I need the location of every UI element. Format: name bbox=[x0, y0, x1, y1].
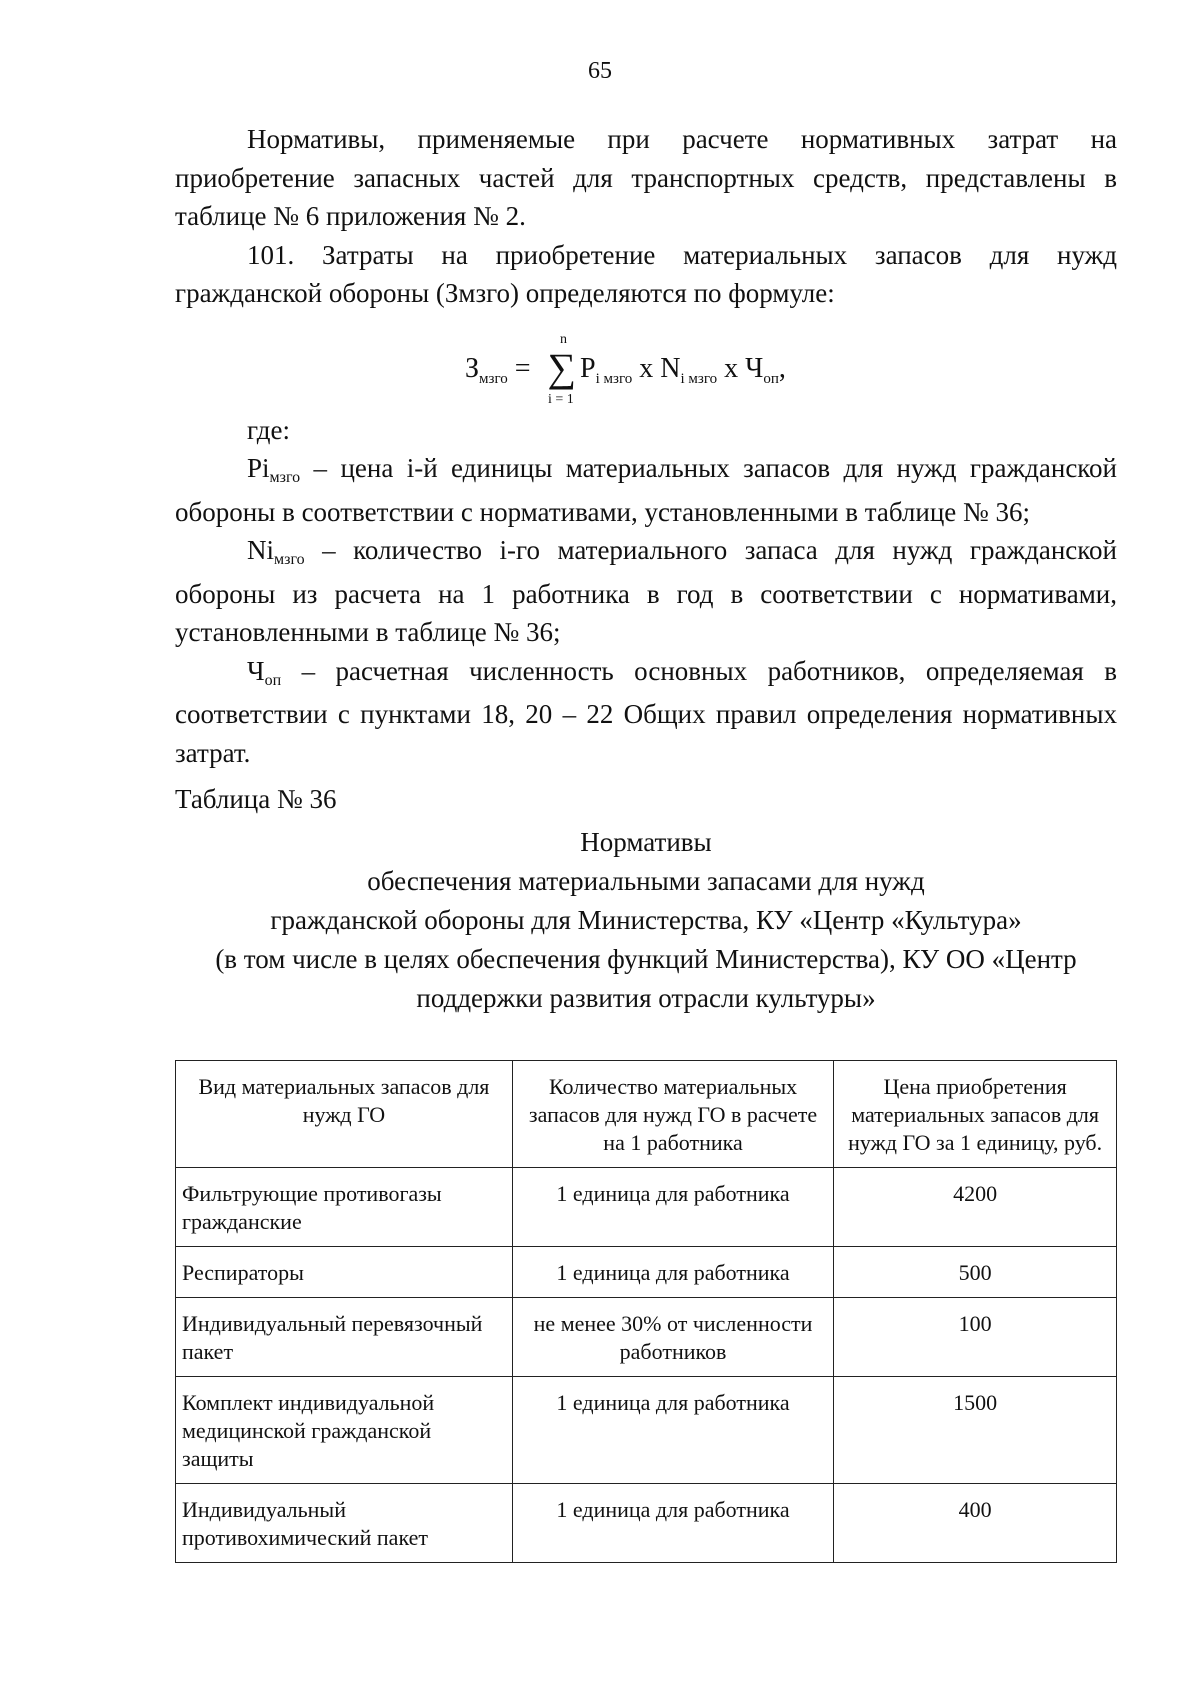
sum-lower-limit: i = 1 bbox=[548, 391, 574, 407]
norms-table bbox=[175, 1060, 1117, 1563]
formula-term-price: P bbox=[580, 352, 596, 384]
formula-times-2: x bbox=[724, 352, 739, 384]
cell-price: 1500 bbox=[834, 1377, 1117, 1484]
formula-term-price-sub: i мзго bbox=[595, 370, 633, 387]
definition-quantity bbox=[175, 531, 1117, 652]
formula-end: , bbox=[778, 352, 786, 384]
cell-supply-type: Респираторы bbox=[176, 1247, 513, 1298]
quantity-definition-text: – количество i-го материального запаса для нужд гражданской обороны из расчета на 1 работника в год в соответствии с нормативами, установленными в таблице № 36; bbox=[175, 535, 1117, 647]
table-row bbox=[176, 1484, 1117, 1563]
paragraph-101: 101. Затраты на приобретение материальных запасов для нужд гражданской обороны (Змзго) определяются по формуле: bbox=[175, 239, 1117, 308]
count-definition-text: – расчетная численность основных работников, определяемая в соответствии с пунктами 18, 20 – 22 Общих правил определения нормативных затрат. bbox=[175, 655, 1117, 768]
price-symbol-sub: мзго bbox=[269, 469, 301, 486]
cell-supply-type: Индивидуальный перевязочный пакет bbox=[176, 1298, 513, 1377]
table-title-line: гражданской обороны для Министерства, КУ «Центр «Культура» bbox=[270, 904, 1022, 935]
cell-quantity: 1 единица для работника bbox=[512, 1484, 833, 1563]
sum-symbol: ∑ bbox=[547, 344, 577, 390]
table-title-line: Нормативы bbox=[580, 826, 712, 857]
formula-term-quantity: N bbox=[660, 352, 681, 384]
cell-supply-type: Комплект индивидуальной медицинской гражданской защиты bbox=[176, 1377, 513, 1484]
formula-term-quantity-sub: i мзго bbox=[680, 370, 718, 387]
quantity-symbol-sub: мзго bbox=[274, 551, 305, 568]
table-label: Таблица № 36 bbox=[175, 784, 337, 814]
cell-supply-type: Фильтрующие противогазы гражданские bbox=[176, 1168, 513, 1247]
count-symbol: Ч bbox=[247, 655, 265, 686]
price-symbol: Pi bbox=[247, 453, 270, 483]
paragraph-norms-reference: Нормативы, применяемые при расчете нормативных затрат на приобретение запасных частей для транспортных средств, представлены в таблице № 6 приложения № 2. bbox=[175, 124, 1117, 231]
table-title-line: поддержки развития отрасли культуры» bbox=[416, 982, 876, 1013]
table-title bbox=[175, 823, 1117, 1018]
formula-term-count: Ч bbox=[745, 352, 764, 384]
cell-quantity: 1 единица для работника bbox=[512, 1168, 833, 1247]
header-supply-type: Вид материальных запасов для нужд ГО bbox=[176, 1061, 513, 1168]
table-row bbox=[176, 1247, 1117, 1298]
document-body bbox=[175, 120, 1117, 1018]
where-label: где: bbox=[247, 414, 290, 445]
formula-term-count-sub: оп bbox=[763, 370, 779, 387]
quantity-symbol: Ni bbox=[247, 535, 274, 565]
formula bbox=[175, 317, 1117, 409]
cell-price: 100 bbox=[834, 1298, 1117, 1377]
definition-count bbox=[175, 652, 1117, 773]
formula-lhs: З bbox=[465, 352, 480, 384]
formula-lhs-sub: мзго bbox=[479, 370, 508, 387]
table-header-row bbox=[176, 1061, 1117, 1168]
table-title-line: (в том числе в целях обеспечения функций Министерства), КУ ОО «Центр bbox=[215, 943, 1077, 974]
cell-price: 500 bbox=[834, 1247, 1117, 1298]
header-price: Цена приобретения материальных запасов для нужд ГО за 1 единицу, руб. bbox=[834, 1061, 1117, 1168]
cell-quantity: не менее 30% от численности работников bbox=[512, 1298, 833, 1377]
cell-quantity: 1 единица для работника bbox=[512, 1247, 833, 1298]
definition-price bbox=[175, 449, 1117, 531]
formula-row bbox=[465, 345, 786, 393]
table-title-line: обеспечения материальными запасами для нужд bbox=[367, 865, 925, 896]
cell-price: 400 bbox=[834, 1484, 1117, 1563]
formula-equals: = bbox=[514, 352, 531, 384]
table-row bbox=[176, 1377, 1117, 1484]
price-definition-text: – цена i-й единицы материальных запасов для нужд гражданской обороны в соответствии с нормативами, установленными в таблице № 36; bbox=[175, 453, 1117, 527]
table-row bbox=[176, 1168, 1117, 1247]
header-quantity: Количество материальных запасов для нужд ГО в расчете на 1 работника bbox=[512, 1061, 833, 1168]
table-row bbox=[176, 1298, 1117, 1377]
cell-quantity: 1 единица для работника bbox=[512, 1377, 833, 1484]
formula-times-1: x bbox=[639, 352, 654, 384]
page-number: 65 bbox=[588, 58, 612, 84]
cell-price: 4200 bbox=[834, 1168, 1117, 1247]
count-symbol-sub: оп bbox=[264, 671, 282, 689]
cell-supply-type: Индивидуальный противохимический пакет bbox=[176, 1484, 513, 1563]
sum-upper-limit: n bbox=[560, 331, 567, 347]
